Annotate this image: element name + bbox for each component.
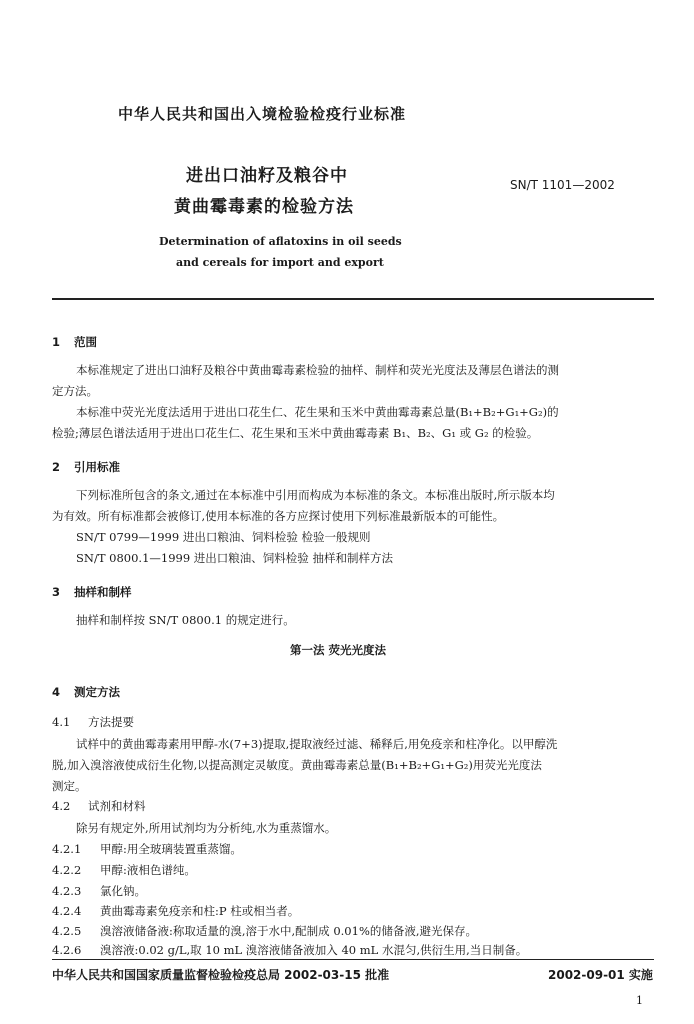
section-1-heading: 1 范围 (52, 335, 97, 349)
section-4-2-intro: 除另有规定外,所用试剂均为分析纯,水为重蒸馏水。 (76, 821, 337, 835)
section-1-p2-line2: 检验;薄层色谱法适用于进出口花生仁、花生果和玉米中黄曲霉毒素 B₁、B₂、G₁ 或 G₂ 的检验。 (52, 426, 539, 440)
section-1-p1-line2: 定方法。 (52, 384, 98, 398)
section-4-1-line3: 测定。 (52, 779, 87, 793)
section-2-ref-2: SN/T 0800.1—1999 进出口粮油、饲料检验 抽样和制样方法 (76, 551, 393, 565)
implementation-date: 2002-09-01 实施 (548, 968, 653, 982)
footer-divider (52, 959, 654, 960)
list-item: 4.2.3 氯化钠。 (52, 884, 146, 898)
list-item: 4.2.6 溴溶液:0.02 g/L,取 10 mL 溴溶液储备液加入 40 mL 水混匀,供衍生用,当日制备。 (52, 943, 528, 957)
section-1-p2-line1: 本标准中荧光光度法适用于进出口花生仁、花生果和玉米中黄曲霉毒素总量(B₁+B₂+G₁+G₂)的 (76, 405, 559, 419)
list-item: 4.2.4 黄曲霉毒素免疫亲和柱:P 柱或相当者。 (52, 904, 300, 918)
method-1-title: 第一法 荧光光度法 (290, 643, 387, 657)
section-4-1-heading: 4.1 方法提要 (52, 715, 134, 729)
title-en-line2: and cereals for import and export (176, 256, 384, 269)
section-2-ref-1: SN/T 0799—1999 进出口粮油、饲料检验 检验一般规则 (76, 530, 371, 544)
title-cn-line1: 进出口油籽及粮谷中 (186, 166, 348, 186)
section-2-p1-line2: 为有效。所有标准都会被修订,使用本标准的各方应探讨使用下列标准最新版本的可能性。 (52, 509, 505, 523)
header-divider (52, 298, 654, 300)
standard-code: SN/T 1101—2002 (510, 178, 615, 192)
issuing-organization: 中华人民共和国出入境检验检疫行业标准 (118, 105, 407, 123)
section-4-1-line2: 脱,加入溴溶液使成衍生化物,以提高测定灵敏度。黄曲霉毒素总量(B₁+B₂+G₁+G₂)用荧光光度法 (52, 758, 542, 772)
section-4-1-line1: 试样中的黄曲霉毒素用甲醇-水(7+3)提取,提取液经过滤、稀释后,用免疫亲和柱净化。以甲醇洗 (76, 737, 558, 751)
section-4-2-heading: 4.2 试剂和材料 (52, 799, 146, 813)
section-3-p1: 抽样和制样按 SN/T 0800.1 的规定进行。 (76, 613, 295, 627)
approval-info: 中华人民共和国国家质量监督检验检疫总局 2002-03-15 批准 (52, 968, 390, 982)
section-4-heading: 4 测定方法 (52, 685, 120, 699)
title-cn-line2: 黄曲霉毒素的检验方法 (174, 197, 354, 217)
page-number: 1 (636, 994, 643, 1007)
section-3-heading: 3 抽样和制样 (52, 585, 132, 599)
section-2-heading: 2 引用标准 (52, 460, 120, 474)
list-item: 4.2.1 甲醇:用全玻璃装置重蒸馏。 (52, 842, 242, 856)
section-2-p1-line1: 下列标准所包含的条文,通过在本标准中引用而构成为本标准的条文。本标准出版时,所示版本均 (76, 488, 555, 502)
list-item: 4.2.2 甲醇:液相色谱纯。 (52, 863, 196, 877)
list-item: 4.2.5 溴溶液储备液:称取适量的溴,溶于水中,配制成 0.01%的储备液,避光保存。 (52, 924, 478, 938)
section-1-p1-line1: 本标准规定了进出口油籽及粮谷中黄曲霉毒素检验的抽样、制样和荧光光度法及薄层色谱法的测 (76, 363, 559, 377)
title-en-line1: Determination of aflatoxins in oil seeds (159, 235, 402, 248)
